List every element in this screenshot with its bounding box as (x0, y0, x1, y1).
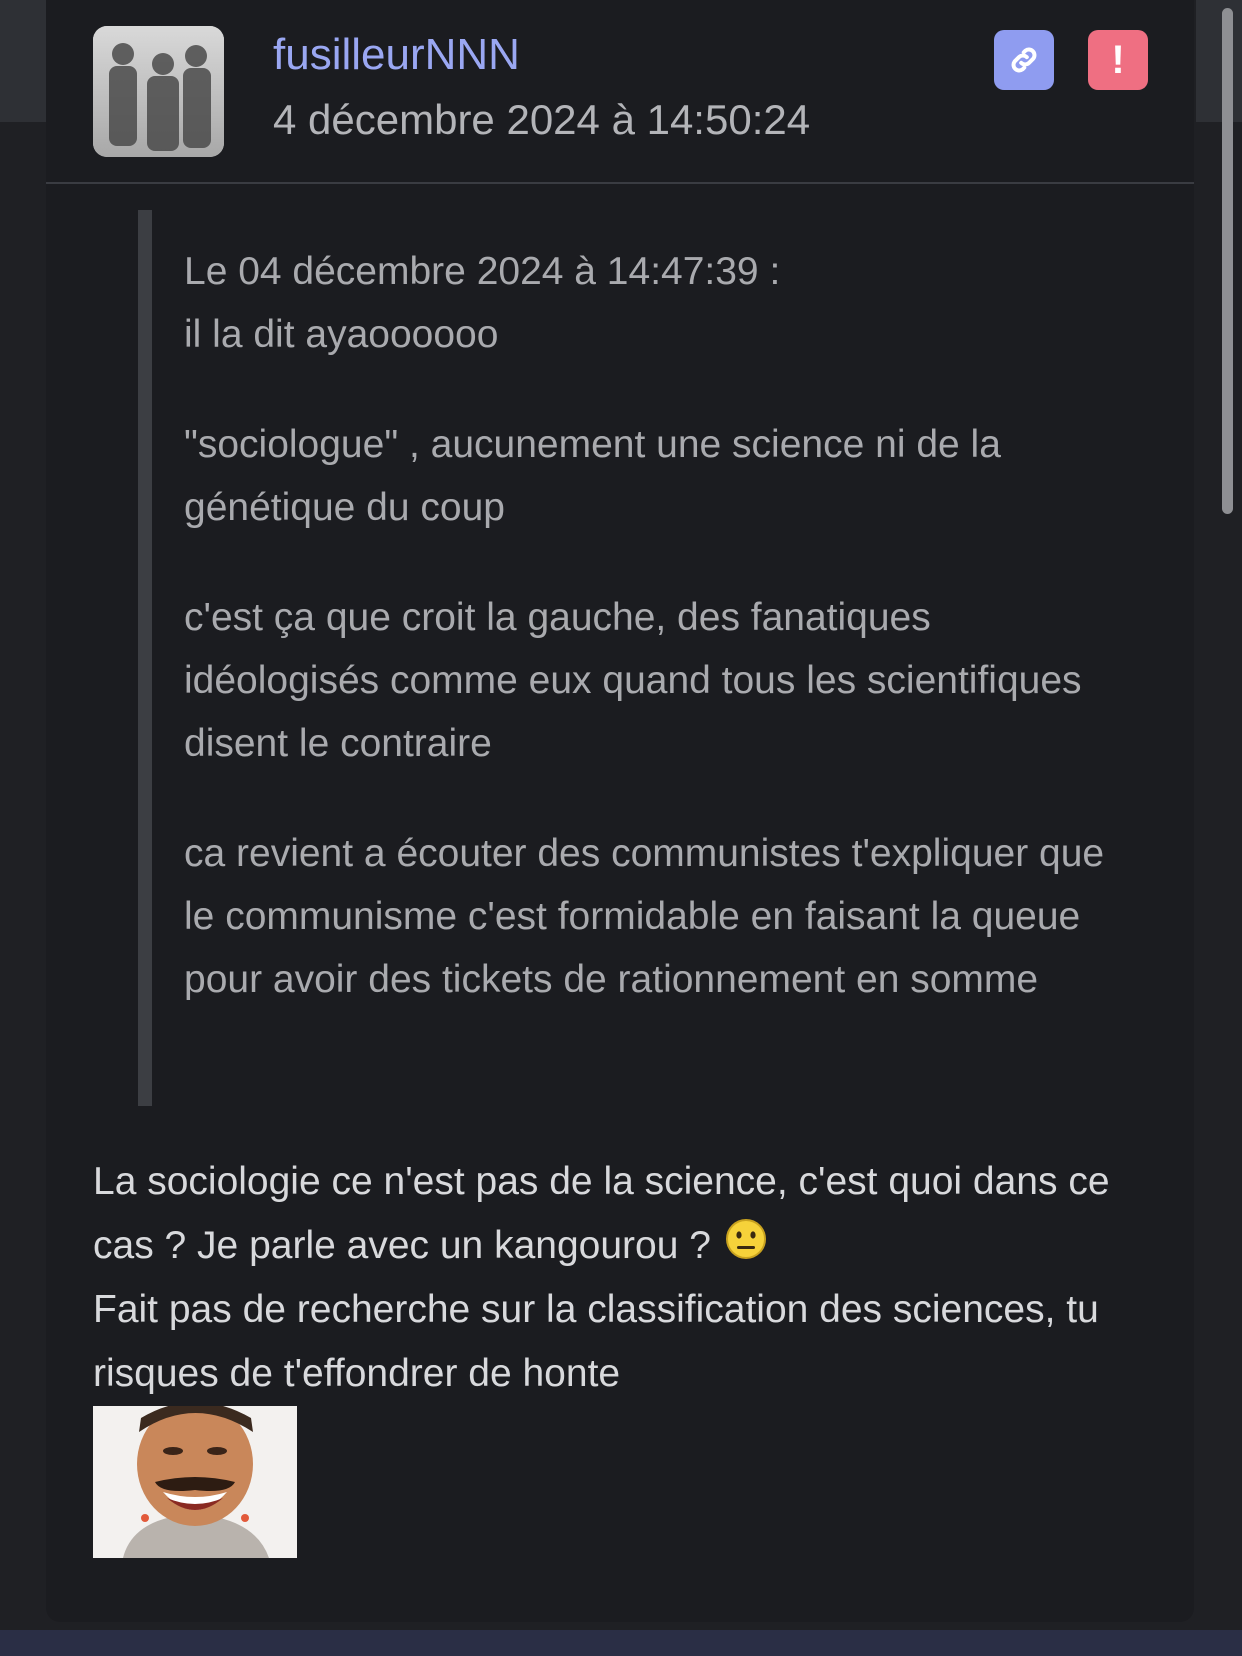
quote-paragraph: ca revient a écouter des communistes t'expliquer que le communisme c'est formidable en faisant la queue pour avoir des tickets de rationnement en somme (184, 832, 1105, 1001)
quote-line: il la dit ayaoooooo (184, 313, 499, 356)
message-paragraph: Fait pas de recherche sur la classification des sciences, tu risques de t'effondrer de honte (93, 1288, 1099, 1395)
report-icon: ! (1111, 37, 1125, 82)
quote-bar (138, 210, 152, 1106)
laughing-man-sticker[interactable] (93, 1406, 297, 1558)
quote-block (138, 210, 1148, 1106)
post-header (46, 0, 1194, 184)
message-paragraph (93, 1150, 1153, 1278)
message-body (93, 1150, 1153, 1406)
quote-paragraph: c'est ça que croit la gauche, des fanatiques idéologisés comme eux quand tous les scientifiques disent le contraire (184, 596, 1082, 765)
side-panel-left (0, 0, 46, 122)
sticker-image (93, 1406, 297, 1558)
permalink-button[interactable] (994, 30, 1054, 90)
message-line: La sociologie ce n'est pas de la science, c'est quoi dans ce cas ? Je parle avec un kangourou ? (93, 1160, 1110, 1267)
quote-paragraph: "sociologue" , aucunement une science ni de la génétique du coup (184, 423, 1001, 529)
forum-post (46, 0, 1194, 1622)
quote-text (184, 240, 1124, 1058)
neutral-face-emoji (725, 1218, 767, 1260)
link-icon (1007, 43, 1041, 77)
post-date: 4 décembre 2024 à 14:50:24 (273, 96, 811, 143)
scrollbar-thumb[interactable] (1222, 8, 1233, 514)
quote-paragraph (184, 240, 1124, 366)
avatar-image (93, 26, 224, 157)
avatar[interactable] (93, 26, 224, 157)
bottom-bar (0, 1630, 1242, 1656)
quote-header: Le 04 décembre 2024 à 14:47:39 : (184, 250, 781, 293)
author-name[interactable]: fusilleurNNN (273, 30, 520, 79)
report-button[interactable] (1088, 30, 1148, 90)
side-panel-right (1196, 0, 1242, 122)
